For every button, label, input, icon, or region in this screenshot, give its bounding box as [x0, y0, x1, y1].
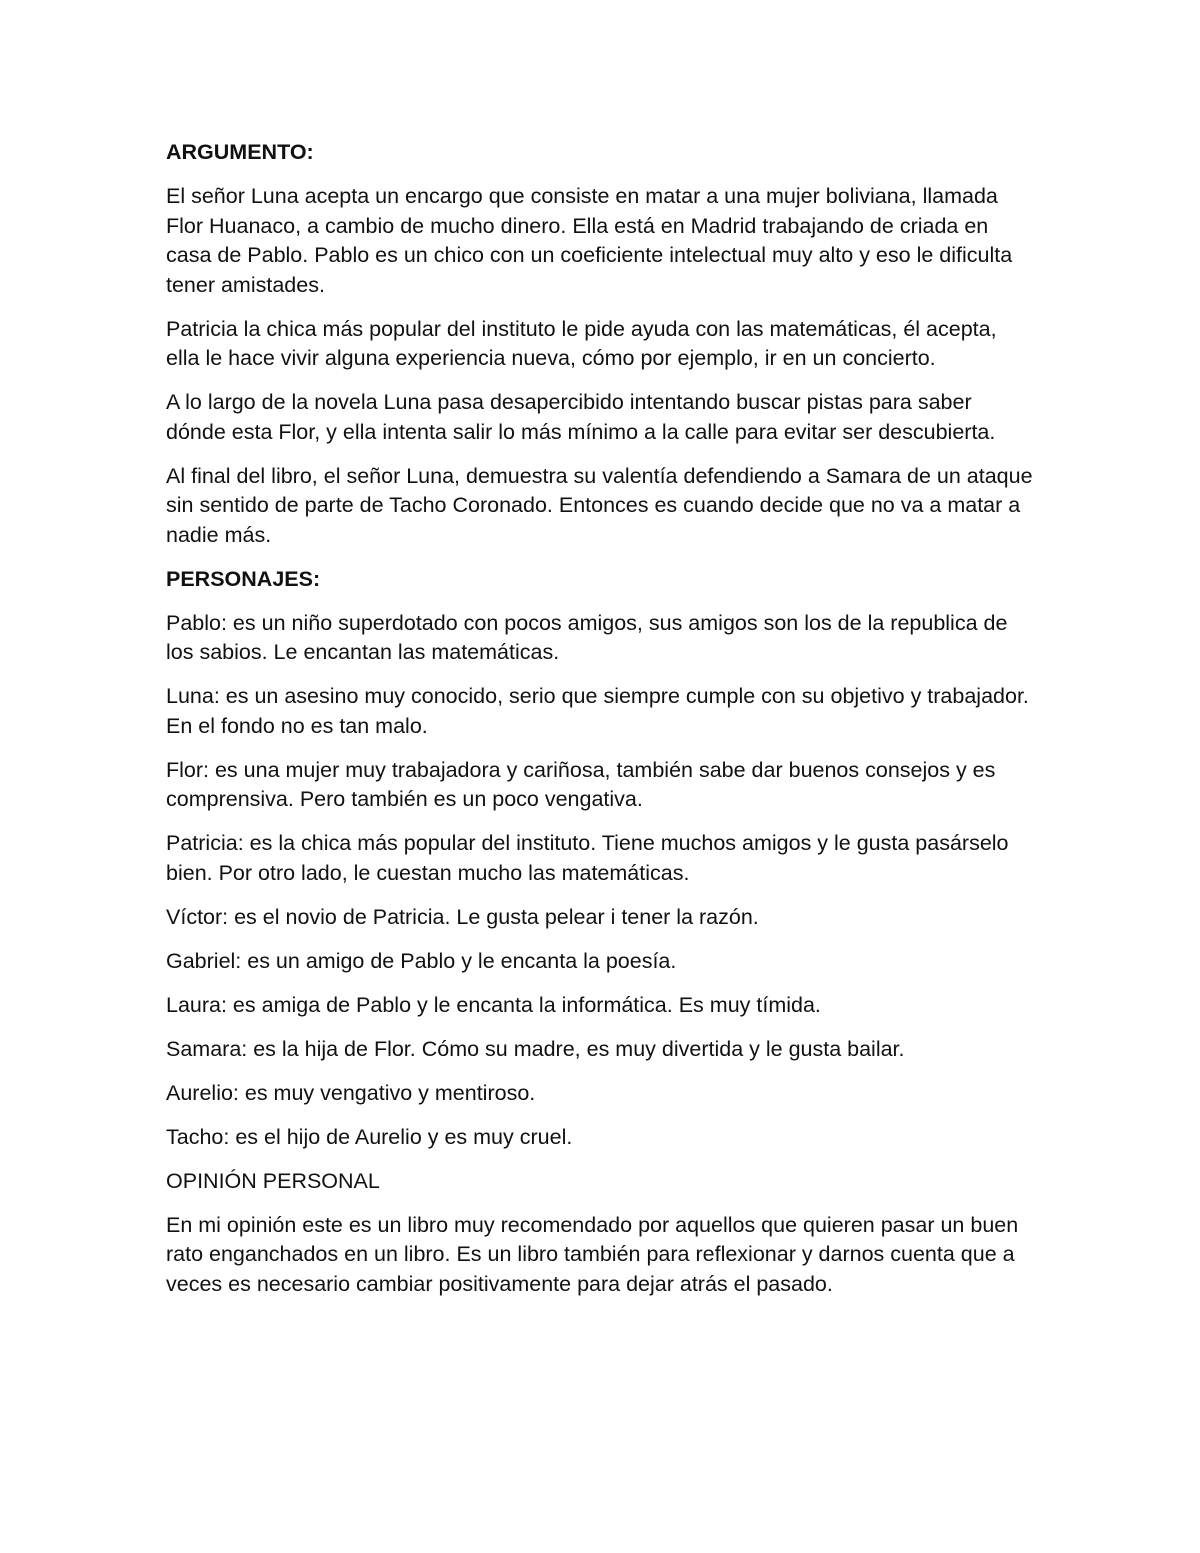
personaje-samara: Samara: es la hija de Flor. Cómo su madre, es muy divertida y le gusta bailar. — [166, 1036, 905, 1061]
personaje-laura: Laura: es amiga de Pablo y le encanta la informática. Es muy tímida. — [166, 992, 821, 1017]
opinion-heading: OPINIÓN PERSONAL — [166, 1168, 380, 1193]
personaje-aurelio: Aurelio: es muy vengativo y mentiroso. — [166, 1080, 536, 1105]
opinion-paragraph: En mi opinión este es un libro muy recomendado por aquellos que quieren pasar un buen rato enganchados en un libro. Es un libro también para reflexionar y darnos cuenta que a veces es necesario cambiar positivamente para dejar atrás el pasado. — [166, 1212, 1019, 1296]
argumento-heading: ARGUMENTO: — [166, 140, 314, 164]
personajes-heading: PERSONAJES: — [166, 566, 321, 591]
personaje-patricia: Patricia: es la chica más popular del instituto. Tiene muchos amigos y le gusta pasárselo bien. Por otro lado, le cuestan mucho las matemáticas. — [166, 831, 1009, 885]
personaje-flor: Flor: es una mujer muy trabajadora y cariñosa, también sabe dar buenos consejos y es comprensiva. Pero también es un poco vengativa. — [166, 757, 996, 811]
argumento-paragraph: Al final del libro, el señor Luna, demuestra su valentía defendiendo a Samara de un ataque sin sentido de parte de Tacho Coronado. Entonces es cuando decide que no va a matar a nadie más. — [166, 463, 1033, 547]
argumento-paragraph: Patricia la chica más popular del instituto le pide ayuda con las matemáticas, él acepta, ella le hace vivir alguna experiencia nueva, cómo por ejemplo, ir en un concierto. — [166, 316, 997, 370]
personaje-pablo: Pablo: es un niño superdotado con pocos amigos, sus amigos son los de la republica de los sabios. Le encantan las matemáticas. — [166, 610, 1008, 664]
personaje-victor: Víctor: es el novio de Patricia. Le gusta pelear i tener la razón. — [166, 904, 759, 929]
personaje-tacho: Tacho: es el hijo de Aurelio y es muy cruel. — [166, 1124, 573, 1149]
personaje-gabriel: Gabriel: es un amigo de Pablo y le encanta la poesía. — [166, 948, 677, 973]
argumento-paragraph: El señor Luna acepta un encargo que consiste en matar a una mujer boliviana, llamada Flor Huanaco, a cambio de mucho dinero. Ella está en Madrid trabajando de criada en casa de Pablo. Pablo es un chico con un coeficiente intelectual muy alto y eso le dificulta tener amistades. — [166, 184, 1013, 297]
document-page — [166, 138, 1036, 1314]
personaje-luna: Luna: es un asesino muy conocido, serio que siempre cumple con su objetivo y trabajador. En el fondo no es tan malo. — [166, 684, 1029, 738]
argumento-paragraph: A lo largo de la novela Luna pasa desapercibido intentando buscar pistas para saber dónde esta Flor, y ella intenta salir lo más mínimo a la calle para evitar ser descubierta. — [166, 390, 996, 444]
